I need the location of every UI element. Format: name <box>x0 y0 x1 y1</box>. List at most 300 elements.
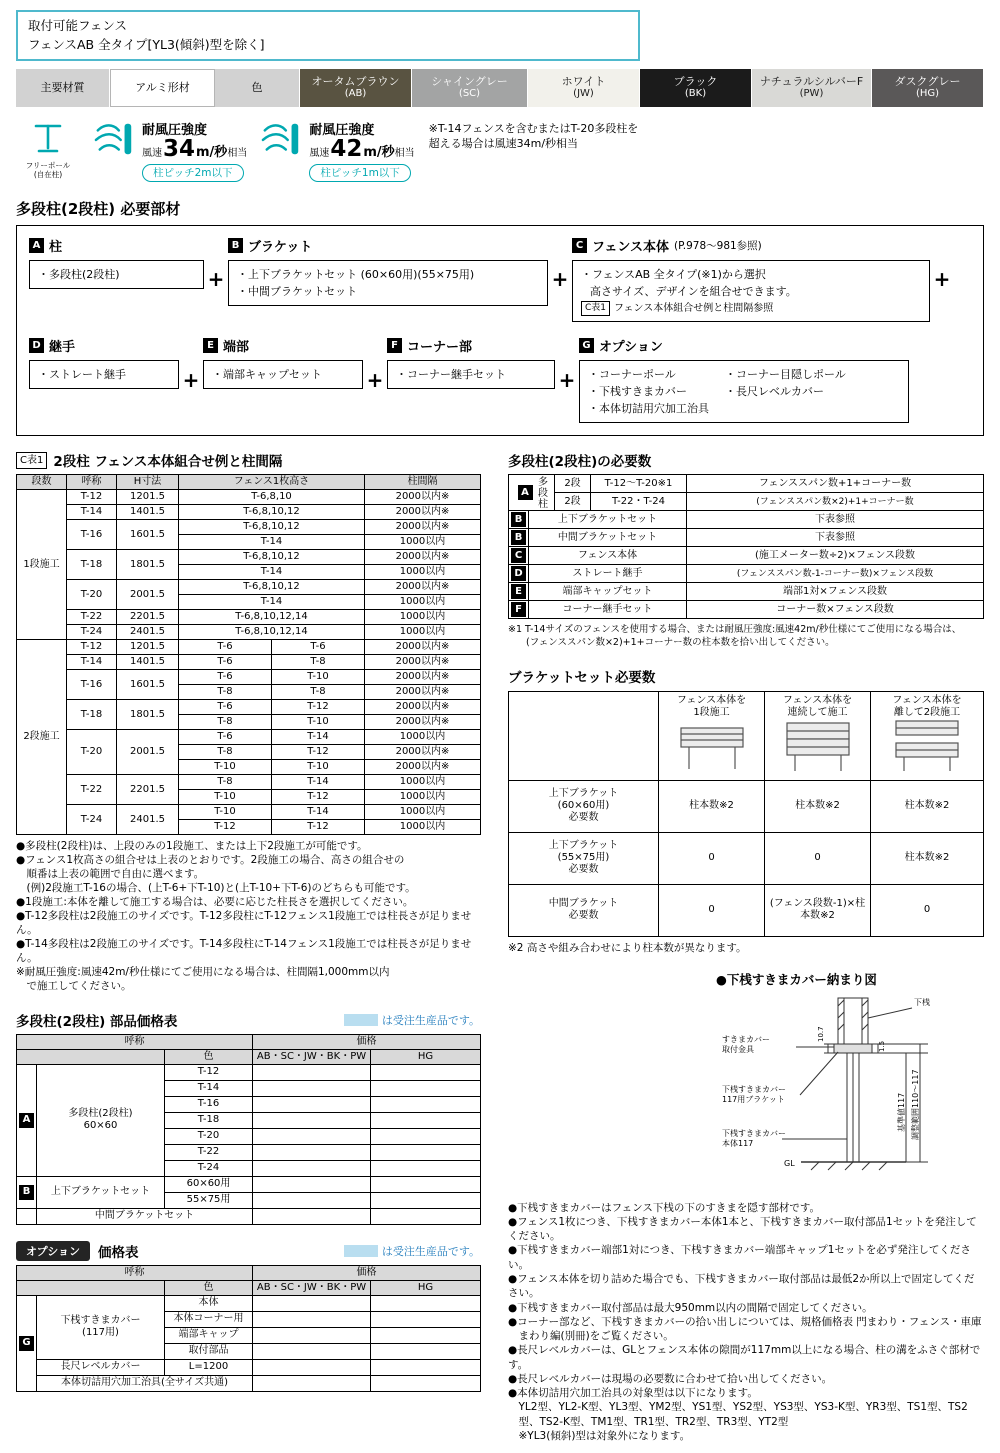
item-name-cell: 上下ブラケットセット <box>37 1176 165 1208</box>
color-swatch-ab <box>300 69 412 107</box>
price-cell <box>253 1208 371 1224</box>
cell: T-6,8,10,12 <box>179 580 365 595</box>
badge-d: D <box>29 338 44 353</box>
fitting-label-line1: すきまカバー <box>722 1034 770 1044</box>
part-post <box>29 236 204 289</box>
cell: 柱本数※2 <box>871 832 984 884</box>
badge-cell <box>17 1064 37 1176</box>
cell: T-6 <box>179 640 272 655</box>
color-name: ホワイト <box>561 74 606 88</box>
wind-badge-42 <box>261 119 414 182</box>
wind-speed-prefix: 風速 <box>309 147 330 159</box>
table-row <box>17 520 481 535</box>
badge-a: A <box>19 1113 34 1128</box>
badge-c: C <box>511 548 526 563</box>
free-pole-label-line1: フリーポール <box>25 160 71 170</box>
post-group-cell <box>509 475 555 511</box>
cell: 柱本数※2 <box>659 780 765 832</box>
wind-resistance-section <box>16 119 984 182</box>
size-cell: L=1200 <box>165 1359 253 1375</box>
bracket-col-header <box>871 691 984 780</box>
plus-sign: + <box>207 267 225 292</box>
cell: T-20 <box>67 580 117 610</box>
color-code: (SC) <box>458 88 481 100</box>
free-pole-icon <box>30 119 66 155</box>
cell: 2段 <box>555 475 591 493</box>
cell: 0 <box>765 832 871 884</box>
cell: 2401.5 <box>117 625 179 640</box>
cell: T-22 <box>67 775 117 805</box>
wind-speed-number: 42 <box>330 135 363 162</box>
label-line: 上下ブラケット <box>548 840 619 852</box>
required-count-note <box>508 624 984 649</box>
color-name: ブラック <box>673 74 718 88</box>
cell: T-12 <box>272 700 365 715</box>
size-cell: T-24 <box>165 1160 253 1176</box>
attachable-fence-subtitle: フェンスAB 全タイプ[YL3(傾斜)型を除く] <box>28 37 265 53</box>
badge-b: B <box>511 530 526 545</box>
wind-speed-unit: m/秒 <box>363 144 395 160</box>
cell: 2000以内※ <box>365 505 481 520</box>
price-cell <box>371 1160 481 1176</box>
wind-speed-unit: m/秒 <box>196 144 228 160</box>
size-cell: T-16 <box>165 1096 253 1112</box>
row-label-cell <box>509 832 659 884</box>
cell: 1201.5 <box>117 490 179 505</box>
col-header: 色 <box>165 1280 253 1295</box>
header-line: 離して2段施工 <box>893 707 961 719</box>
col-header: HG <box>371 1049 481 1064</box>
price-cell <box>371 1096 481 1112</box>
cell: T-14 <box>179 595 365 610</box>
diagonal-cell <box>509 691 659 780</box>
item-name-cell: ストレート継手 <box>529 565 687 583</box>
cell: 2000以内※ <box>365 580 481 595</box>
item-name-cell: 長尺レベルカバー <box>37 1359 165 1375</box>
cell: T-12 <box>179 820 272 835</box>
cell: T-14 <box>179 535 365 550</box>
cell: 2000以内※ <box>365 640 481 655</box>
note-line: ●下桟すきまカバー取付部品は最大950mm以内の間隔で固定してください。 <box>508 1301 873 1314</box>
part-title: コーナー部 <box>407 340 473 356</box>
part-title: 柱 <box>49 239 63 255</box>
badge-e: E <box>511 584 526 599</box>
wind-note-line1: ※T-14フェンスを含むまたはT-20多段柱を <box>428 121 639 135</box>
cell: T-22・T-24 <box>591 493 687 511</box>
header-row <box>17 1049 481 1064</box>
size-cell: 60×60用 <box>165 1176 253 1192</box>
formula-cell: 下表参照 <box>687 511 984 529</box>
price-cell <box>253 1080 371 1096</box>
cell: T-6 <box>179 670 272 685</box>
cell: T-14 <box>272 805 365 820</box>
part-item: ・フェンスAB 全タイプ(※1)から選択 <box>581 267 766 281</box>
col-header: 呼称 <box>17 1034 253 1049</box>
wind-speed-value <box>142 135 248 162</box>
item-name-cell: 本体切詰用穴加工治具(全サイズ共通) <box>37 1375 253 1391</box>
cell: T-10 <box>272 760 365 775</box>
required-count-heading: 多段柱(2段柱)の必要数 <box>508 454 652 471</box>
cell: T-6,8,10,12 <box>179 505 365 520</box>
cell: T-8 <box>179 775 272 790</box>
part-bracket <box>228 236 548 306</box>
item-size: (117用) <box>82 1327 119 1339</box>
part-item: 高さサイズ、デザインを組合せできます。 <box>590 284 797 298</box>
cell: T-10 <box>272 670 365 685</box>
note-line: 型、TS2-K型、TM1型、TR1型、TR2型、TR3型、YT2型 <box>508 1415 789 1428</box>
badge-g: G <box>19 1336 34 1351</box>
table-row <box>17 640 481 655</box>
wind-badge-34 <box>94 119 247 182</box>
item-name-cell <box>37 1064 165 1176</box>
price-cell <box>253 1144 371 1160</box>
wind-speed-suffix: 相当 <box>227 147 248 159</box>
size-cell: T-18 <box>165 1112 253 1128</box>
price-cell <box>371 1176 481 1192</box>
cell: 1000以内 <box>365 790 481 805</box>
col-header: 価格 <box>253 1265 481 1280</box>
cell: T-14 <box>67 505 117 520</box>
formula-cell: (フェンススパン数×2)+1+コーナー数 <box>687 493 984 511</box>
cell: T-6,8,10,12,14 <box>179 625 365 640</box>
badge-a: A <box>29 238 44 253</box>
table-row <box>509 493 984 511</box>
bracket-count-note: ※2 高さや組み合わせにより柱本数が異なります。 <box>508 941 747 954</box>
badge-a: A <box>518 485 533 500</box>
note-line: ●1段施工:本体を離して施工する場合は、必要に応じた柱長さを選択してください。 <box>16 896 414 909</box>
post-pitch-pill: 柱ピッチ2m以下 <box>142 164 244 182</box>
fitting-label-line2: 取付金具 <box>722 1044 754 1054</box>
badge-f: F <box>511 602 526 617</box>
table-row <box>509 565 984 583</box>
required-parts-box <box>16 225 984 437</box>
cell: T-14 <box>272 730 365 745</box>
table-row <box>509 475 984 493</box>
free-pole-block <box>16 119 80 180</box>
free-pole-label <box>16 161 80 180</box>
cell: 2000以内※ <box>365 700 481 715</box>
table-row <box>17 505 481 520</box>
note-line: ●本体切詰用穴加工治具の対象型は以下になります。 <box>508 1387 758 1400</box>
body-label-line1: 下桟すきまカバー <box>722 1128 786 1138</box>
color-name: ナチュラルシルバーF <box>759 74 864 88</box>
dim-standard: 基準値117 <box>897 1092 906 1132</box>
body-label-line2: 本体117 <box>722 1138 754 1148</box>
note-line: ●多段柱(2段柱)は、上段のみの1段施工、または上下2段施工が可能です。 <box>16 840 368 853</box>
col-header: 価格 <box>253 1034 481 1049</box>
cell: T-6,8,10,12,14 <box>179 610 365 625</box>
part-title: フェンス本体 <box>592 239 669 255</box>
cell: 1401.5 <box>117 655 179 670</box>
table-ref-text: フェンス本体組合せ例と柱間隔参照 <box>614 302 774 314</box>
price-cell <box>253 1375 371 1391</box>
cell: T-6 <box>272 640 365 655</box>
cell: T-8 <box>179 685 272 700</box>
header-line: 1段施工 <box>693 707 730 719</box>
part-title: ブラケット <box>248 239 313 255</box>
badge-cell <box>509 583 529 601</box>
cell: T-6 <box>179 700 272 715</box>
cover-detail-diagram <box>716 992 981 1187</box>
cell: T-10 <box>179 790 272 805</box>
table-row <box>509 832 984 884</box>
cell: 1000以内 <box>365 805 481 820</box>
color-name: ダスクグレー <box>894 74 961 88</box>
combination-table-heading <box>16 450 480 470</box>
color-code: (JW) <box>573 88 594 100</box>
price-cell <box>371 1375 481 1391</box>
price-cell <box>253 1160 371 1176</box>
cell: 1000以内 <box>365 775 481 790</box>
bracket-col-header <box>765 691 871 780</box>
table-row <box>509 511 984 529</box>
option-tag: オプション <box>16 1241 90 1261</box>
post-pitch-pill: 柱ピッチ1m以下 <box>309 164 411 182</box>
cell: T-12〜T-20※1 <box>591 475 687 493</box>
color-swatch-hg <box>872 69 984 107</box>
badge-cell <box>17 1295 37 1391</box>
price-cell <box>253 1343 371 1359</box>
item-name-cell: コーナー継手セット <box>529 601 687 619</box>
cell: T-12 <box>272 820 365 835</box>
option-item: ・コーナーポール <box>588 368 676 382</box>
row-label-cell <box>509 780 659 832</box>
table-row <box>17 775 481 790</box>
table-row <box>17 610 481 625</box>
note-line: ●長尺レベルカバーは、GLとフェンス本体の隙間が117mm以上になる場合、柱の溝をふさぐ部材です。 <box>508 1344 981 1371</box>
price-cell <box>253 1327 371 1343</box>
material-label: 主要材質 <box>40 80 85 94</box>
cell: 0 <box>871 884 984 936</box>
parts-price-title: 多段柱(2段柱) 部品価格表 <box>16 1013 178 1030</box>
color-code: (HG) <box>915 88 940 100</box>
cell: 1000以内 <box>365 820 481 835</box>
label-line: 必要数 <box>568 910 599 922</box>
note-line: ※耐風圧強度:風速42m/秒仕様にてご使用になる場合は、柱間隔1,000mm以内 <box>16 966 390 979</box>
size-cell: 端部キャップ <box>165 1327 253 1343</box>
plus-sign: + <box>933 267 951 292</box>
price-cell <box>253 1295 371 1311</box>
price-cell <box>371 1295 481 1311</box>
row-label-cell <box>509 884 659 936</box>
cover-detail-block <box>716 970 984 1191</box>
wind-note-line2: 超える場合は風速34m/秒相当 <box>428 137 579 151</box>
price-cell <box>371 1144 481 1160</box>
cell: 0 <box>659 884 765 936</box>
free-pole-label-line2: (自在柱) <box>33 170 63 180</box>
badge-cell <box>509 511 529 529</box>
cell: T-12 <box>67 640 117 655</box>
formula-cell: (施工メーター数÷2)×フェンス段数 <box>687 547 984 565</box>
bracket-count-heading: ブラケットセット必要数 <box>508 669 656 686</box>
table-row <box>17 670 481 685</box>
price-cell <box>371 1311 481 1327</box>
table-row <box>17 1375 481 1391</box>
wind-strength-title: 耐風圧強度 <box>309 122 375 138</box>
badge-d: D <box>511 566 526 581</box>
color-code: (PW) <box>799 88 824 100</box>
color-code: (BK) <box>684 88 707 100</box>
badge-cell <box>17 1176 37 1208</box>
color-swatch-bk <box>640 69 752 107</box>
cell: 1000以内 <box>365 595 481 610</box>
formula-cell: コーナー数×フェンス段数 <box>687 601 984 619</box>
price-cell <box>253 1128 371 1144</box>
badge-c: C <box>572 238 587 253</box>
cell: T-12 <box>272 790 365 805</box>
wind-strength-title: 耐風圧強度 <box>142 122 208 138</box>
label-line: (60×60用) <box>557 800 610 812</box>
plus-sign: + <box>366 367 384 392</box>
material-label: アルミ形材 <box>135 80 190 94</box>
cell: 2000以内※ <box>365 520 481 535</box>
price-cell <box>371 1080 481 1096</box>
cell: 2000以内※ <box>365 490 481 505</box>
cell: 1000以内 <box>365 535 481 550</box>
cell: 2201.5 <box>117 775 179 805</box>
col-header: フェンス1枚高さ <box>179 475 365 490</box>
badge-e: E <box>203 338 218 353</box>
color-swatch-pw <box>752 69 872 107</box>
price-cell <box>253 1064 371 1080</box>
part-title: 継手 <box>49 340 76 356</box>
gl-label: GL <box>784 1158 795 1168</box>
left-column <box>16 450 480 1443</box>
table-row <box>509 583 984 601</box>
color-swatch-jw <box>528 69 640 107</box>
note-line: ●T-12多段柱は2段施工のサイズです。T-12多段柱にT-12フェンス1段施工では柱長さが足りません。 <box>16 910 472 937</box>
note-line: 順番は上表の範囲で自由に選べます。 <box>16 868 205 881</box>
part-item: ・中間ブラケットセット <box>237 284 358 298</box>
header-line: フェンス本体を <box>892 694 962 706</box>
post-group-label: 多段柱 <box>535 476 547 510</box>
col-header: AB・SC・JW・BK・PW <box>253 1049 371 1064</box>
cell: 2000以内※ <box>365 715 481 730</box>
cell: 2000以内※ <box>365 655 481 670</box>
part-item: ・上下ブラケットセット (60×60用)(55×75用) <box>237 267 475 281</box>
cell: T-10 <box>272 715 365 730</box>
table-row <box>509 780 984 832</box>
cell: 1401.5 <box>117 505 179 520</box>
table-tag: C表1 <box>16 452 47 469</box>
price-cell <box>371 1112 481 1128</box>
size-cell: T-20 <box>165 1128 253 1144</box>
table-row <box>17 730 481 745</box>
rail-label: 下桟 <box>914 997 930 1007</box>
cell: T-8 <box>272 655 365 670</box>
cell: 2401.5 <box>117 805 179 835</box>
badge-b: B <box>511 512 526 527</box>
option-item: ・下桟すきまカバー <box>588 385 687 399</box>
made-to-order-text: は受注生産品です。 <box>381 1013 480 1027</box>
table-row <box>509 547 984 565</box>
price-cell <box>371 1064 481 1080</box>
price-cell <box>253 1112 371 1128</box>
made-to-order-swatch <box>344 1245 378 1257</box>
combination-table-notes <box>16 840 480 993</box>
item-name-cell: 上下ブラケットセット <box>529 511 687 529</box>
size-cell: 55×75用 <box>165 1192 253 1208</box>
dim-adjust-range: 調整範囲110〜117 <box>911 1069 920 1140</box>
header-line: 連続して施工 <box>787 707 848 719</box>
cell: 2段 <box>555 493 591 511</box>
material-color-bar <box>16 69 984 107</box>
cell: 2001.5 <box>117 580 179 610</box>
price-cell <box>253 1359 371 1375</box>
col-header: 呼称 <box>17 1265 253 1280</box>
badge-f: F <box>387 338 402 353</box>
cell: T-12 <box>272 745 365 760</box>
col-header: 色 <box>165 1049 253 1064</box>
wind-strength-icon <box>94 119 136 159</box>
color-code: (AB) <box>344 88 367 100</box>
material-value-cell <box>110 69 215 107</box>
table-row <box>17 805 481 820</box>
cell: T-24 <box>67 625 117 640</box>
price-cell <box>371 1327 481 1343</box>
label-line: 中間ブラケット <box>548 898 619 910</box>
cell: 1000以内 <box>365 565 481 580</box>
badge-cell <box>509 601 529 619</box>
cell: T-6 <box>179 730 272 745</box>
fence-install-continuous-icon <box>773 720 863 774</box>
badge-g: G <box>579 338 594 353</box>
item-name-cell: 中間ブラケットセット <box>529 529 687 547</box>
required-parts-heading: 多段柱(2段柱) 必要部材 <box>16 199 181 218</box>
cell: T-6,8,10 <box>179 490 365 505</box>
part-corner <box>387 336 555 389</box>
wind-strength-icon <box>261 119 303 159</box>
cell: T-16 <box>67 520 117 550</box>
wind-note <box>429 119 639 152</box>
cell: T-14 <box>67 655 117 670</box>
price-cell <box>253 1096 371 1112</box>
dim-10-7: 10.7 <box>817 1026 825 1042</box>
section-cell: 2段施工 <box>17 640 67 835</box>
plus-sign: + <box>182 367 200 392</box>
table-row <box>17 625 481 640</box>
cell: 2000以内※ <box>365 745 481 760</box>
label-line: (55×75用) <box>557 852 610 864</box>
cell: 1201.5 <box>117 640 179 655</box>
size-cell: T-14 <box>165 1080 253 1096</box>
size-cell: T-22 <box>165 1144 253 1160</box>
table-row <box>17 655 481 670</box>
plus-sign: + <box>558 367 576 392</box>
option-item: ・コーナー目隠しポール <box>725 368 846 382</box>
made-to-order-text: は受注生産品です。 <box>381 1244 480 1258</box>
cell: 2000以内※ <box>365 760 481 775</box>
table-row <box>17 700 481 715</box>
formula-cell: 端部1対×フェンス段数 <box>687 583 984 601</box>
bracket-label-line1: 下桟すきまカバー <box>722 1084 786 1094</box>
price-cell <box>371 1128 481 1144</box>
cell: 1601.5 <box>117 670 179 700</box>
note-line: ●コーナー部など、下桟すきまカバーの拾い出しについては、規格価格表 門まわり・フェンス・車庫 <box>508 1315 982 1328</box>
size-cell: T-12 <box>165 1064 253 1080</box>
section-cell: 1段施工 <box>17 490 67 640</box>
color-header-label: 色 <box>251 80 263 94</box>
table-row <box>17 1208 481 1224</box>
item-name: 下桟すきまカバー <box>60 1315 141 1327</box>
color-name: オータムブラウン <box>311 74 400 88</box>
col-header: 呼称 <box>67 475 117 490</box>
attachable-fence-title: 取付可能フェンス <box>28 18 128 33</box>
cell: 1000以内 <box>365 610 481 625</box>
wind-speed-prefix: 風速 <box>142 147 162 159</box>
cell: T-14 <box>179 565 365 580</box>
cell: 1601.5 <box>117 520 179 550</box>
